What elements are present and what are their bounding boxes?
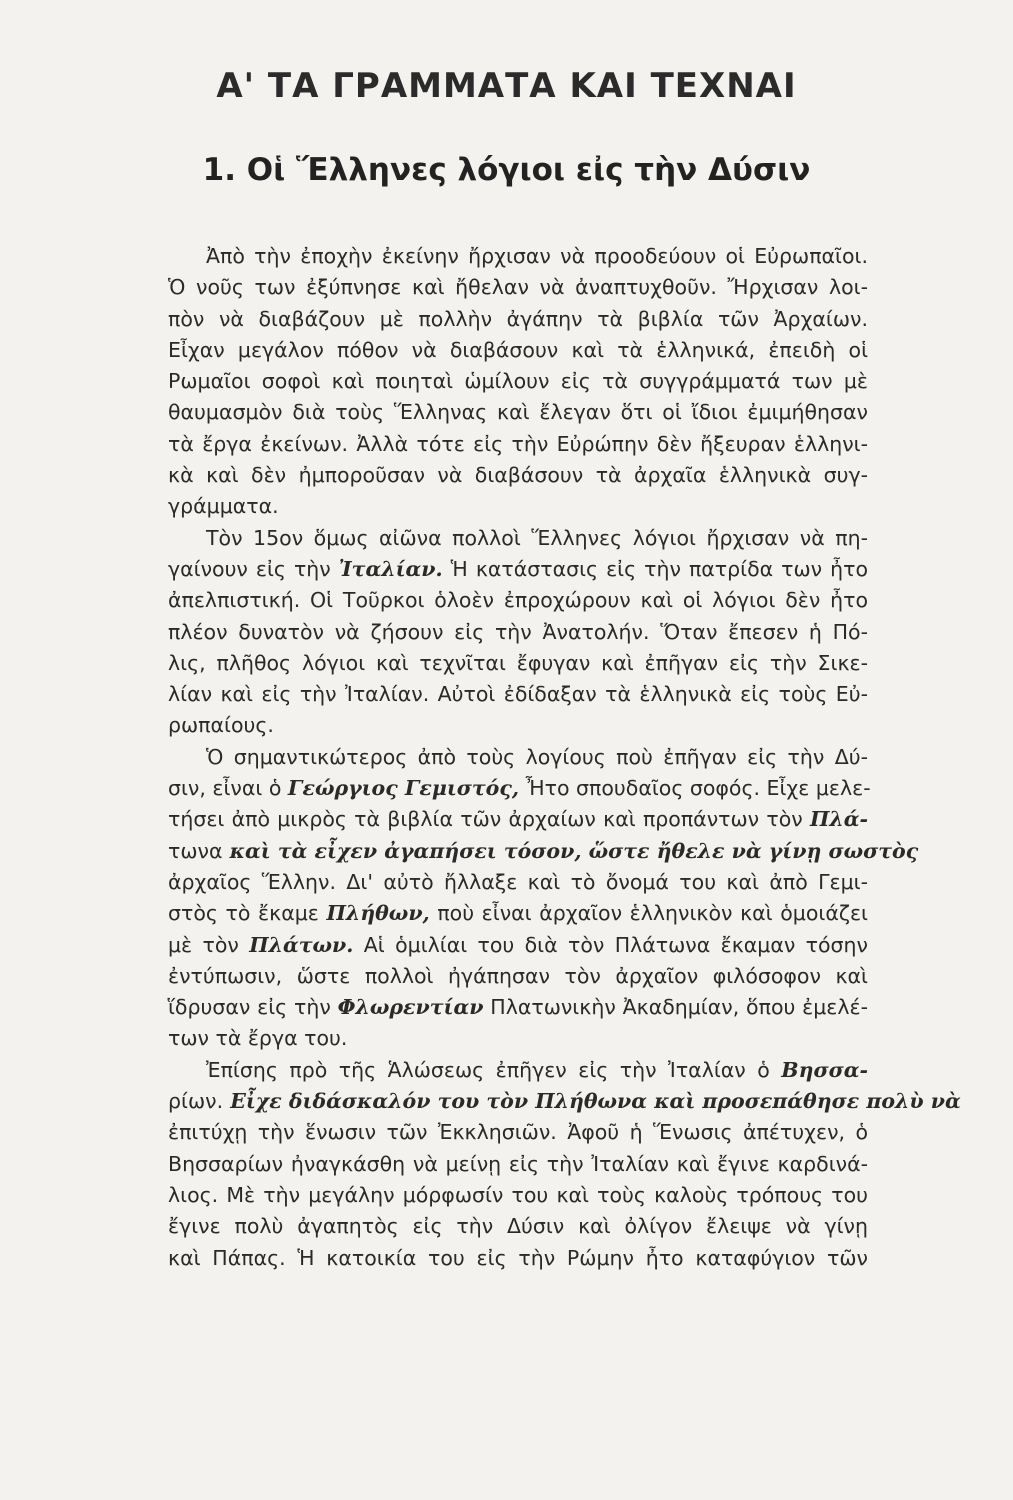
emphasized-name: Γεώργιος Γεμιστός,: [287, 776, 519, 801]
emphasized-name: Εἶχε διδάσκαλόν του τὸν Πλήθωνα καὶ προσεπάθησε πολὺ νὰ: [223, 1089, 961, 1114]
text-line: [168, 1055, 868, 1086]
text-line: [168, 961, 868, 992]
text-line: [168, 554, 868, 585]
text-segment: τήσει ἀπὸ μικρὸς τὰ βιβλία τῶν ἀρχαίων καὶ προπάντων τὸν: [168, 807, 810, 832]
emphasized-name: Πλήθων,: [326, 901, 430, 926]
text-segment: γαίνουν εἰς τὴν: [168, 556, 339, 581]
text-line: [168, 1180, 868, 1211]
text-line: [168, 679, 868, 710]
text-segment: Ἀπὸ τὴν ἐποχὴν ἐκείνην ἤρχισαν νὰ προοδεύουν οἱ Εὐρωπαῖοι.: [206, 244, 868, 268]
text-segment: σιν, εἶναι ὁ: [168, 776, 288, 801]
text-segment: ἀπελπιστική. Οἱ Τοῦρκοι ὁλοὲν ἐπροχώρουν καὶ οἱ λόγιοι δὲν ἦτο: [168, 588, 868, 613]
text-segment: Πλατωνικὴν Ἀκαδημίαν, ὅπου ἐμελέ-: [483, 995, 868, 1020]
text-line: [168, 523, 868, 554]
text-segment: Ἡ κατάστασις εἰς τὴν πατρίδα των ἦτο: [442, 556, 869, 581]
emphasized-name: Φλωρεντίαν: [337, 995, 484, 1020]
text-line: [168, 836, 919, 867]
text-segment: ποὺ εἶναι ἀρχαῖον ἑλληνικὸν καὶ ὁμοιάζει: [429, 901, 868, 926]
text-segment: Ἐπίσης πρὸ τῆς Ἁλώσεως ἐπῆγεν εἰς τὴν Ἰταλίαν ὁ: [206, 1057, 782, 1082]
text-line: [168, 585, 868, 616]
text-segment: ρωπαίους.: [168, 713, 274, 738]
text-line: [168, 304, 868, 335]
text-segment: κὰ καὶ δὲν ἠμποροῦσαν νὰ διαβάσουν τὰ ἀρχαῖα ἑλληνικὰ συγ-: [168, 463, 868, 488]
text-line: [168, 460, 868, 491]
text-line: [168, 272, 868, 303]
text-line: [168, 1117, 868, 1148]
emphasized-name: Πλά-: [809, 807, 868, 832]
text-line: [168, 617, 868, 648]
text-line: [168, 930, 868, 961]
chapter-title: 1. Οἱ Ἕλληνες λόγιοι εἰς τὴν Δύσιν: [202, 152, 811, 188]
text-line: [168, 429, 868, 460]
text-line: [168, 898, 868, 929]
text-segment: μὲ τὸν: [168, 932, 250, 957]
text-segment: Βησσαρίων ἠναγκάσθη νὰ μείνῃ εἰς τὴν Ἰταλίαν καὶ ἔγινε καρδινά-: [168, 1151, 868, 1176]
text-segment: λις, πλῆθος λόγιοι καὶ τεχνῖται ἔφυγαν καὶ ἐπῆγαν εἰς τὴν Σικε-: [168, 650, 868, 675]
text-line: [168, 1243, 868, 1274]
text-segment: ἀρχαῖος Ἕλλην. Δι' αὐτὸ ἤλλαξε καὶ τὸ ὄνομά του καὶ ἀπὸ Γεμι-: [168, 869, 868, 894]
text-line: [168, 366, 868, 397]
text-segment: λιος. Μὲ τὴν μεγάλην μόρφωσίν του καὶ τοὺς καλοὺς τρόπους του: [168, 1182, 868, 1207]
text-line: [168, 1086, 961, 1117]
text-segment: τωνα: [168, 838, 223, 863]
chapter-body: [168, 241, 961, 1274]
paragraph: [168, 523, 868, 742]
text-line: [168, 992, 868, 1023]
paragraph: [168, 241, 868, 523]
text-segment: θαυμασμὸν διὰ τοὺς Ἕλληνας καὶ ἔλεγαν ὅτι οἱ ἴδιοι ἐμιμήθησαν: [168, 400, 868, 425]
text-line: [168, 1023, 868, 1054]
text-segment: Αἱ ὁμιλίαι του διὰ τὸν Πλάτωνα ἔκαμαν τόσην: [353, 932, 868, 957]
text-segment: Ρωμαῖοι σοφοὶ καὶ ποιηταὶ ὡμίλουν εἰς τὰ συγγράμματά των μὲ: [168, 369, 868, 394]
paragraph: [168, 1055, 961, 1274]
text-line: [168, 241, 868, 272]
text-line: [168, 710, 868, 741]
text-line: [168, 1211, 868, 1242]
text-line: [168, 1149, 868, 1180]
text-line: [168, 773, 871, 804]
text-segment: ἔγινε πολὺ ἀγαπητὸς εἰς τὴν Δύσιν καὶ ὀλίγον ἔλειψε νὰ γίνῃ: [168, 1214, 868, 1239]
text-segment: Ἦτο σπουδαῖος σοφός. Εἶχε μελε-: [518, 776, 871, 801]
emphasized-name: Πλάτων.: [249, 932, 354, 957]
emphasized-name: Βησσα-: [781, 1057, 868, 1082]
text-line: [168, 397, 868, 428]
text-segment: Ὁ σημαντικώτερος ἀπὸ τοὺς λογίους ποὺ ἐπῆγαν εἰς τὴν Δύ-: [206, 744, 868, 769]
text-line: [168, 491, 868, 522]
text-line: [168, 742, 868, 773]
text-line: [168, 804, 868, 835]
text-segment: πὸν νὰ διαβάζουν μὲ πολλὴν ἀγάπην τὰ βιβλία τῶν Ἀρχαίων.: [168, 306, 868, 331]
text-segment: ἵδρυσαν εἰς τὴν: [168, 995, 338, 1020]
text-segment: τὰ ἔργα ἐκείνων. Ἀλλὰ τότε εἰς τὴν Εὐρώπην δὲν ἤξευραν ἑλληνι-: [168, 431, 868, 456]
emphasized-name: Ἰταλίαν.: [338, 556, 443, 581]
part-title: Α' ΤΑ ΓΡΑΜΜΑΤΑ ΚΑΙ ΤΕΧΝΑΙ: [216, 66, 797, 106]
text-line: [168, 335, 868, 366]
text-segment: λίαν καὶ εἰς τὴν Ἰταλίαν. Αὐτοὶ ἐδίδαξαν τὰ ἑλληνικὰ εἰς τοὺς Εὐ-: [168, 682, 868, 707]
text-line: [168, 867, 868, 898]
text-segment: των τὰ ἔργα του.: [168, 1026, 348, 1051]
text-segment: Εἶχαν μεγάλον πόθον νὰ διαβάσουν καὶ τὰ ἑλληνικά, ἐπειδὴ οἱ: [168, 337, 868, 362]
text-segment: Τὸν 15ον ὅμως αἰῶνα πολλοὶ Ἕλληνες λόγιοι ἤρχισαν νὰ πη-: [206, 525, 868, 550]
text-segment: στὸς τὸ ἔκαμε: [168, 901, 327, 926]
text-segment: Ὁ νοῦς των ἐξύπνησε καὶ ἤθελαν νὰ ἀναπτυχθοῦν. Ἤρχισαν λοι-: [168, 275, 868, 300]
paragraph: [168, 742, 919, 1055]
text-segment: ρίων.: [168, 1089, 224, 1114]
text-segment: ἐντύπωσιν, ὥστε πολλοὶ ἠγάπησαν τὸν ἀρχαῖον φιλόσοφον καὶ: [168, 963, 868, 988]
text-segment: ἐπιτύχῃ τὴν ἕνωσιν τῶν Ἐκκλησιῶν. Ἀφοῦ ἡ Ἕνωσις ἀπέτυχεν, ὁ: [168, 1120, 868, 1145]
text-segment: καὶ Πάπας. Ἡ κατοικία του εἰς τὴν Ρώμην ἦτο καταφύγιον τῶν: [168, 1245, 868, 1270]
text-line: [168, 648, 868, 679]
emphasized-name: καὶ τὰ εἶχεν ἀγαπήσει τόσον, ὥστε ἤθελε νὰ γίνῃ σωστὸς: [222, 838, 919, 863]
text-segment: γράμματα.: [168, 494, 279, 519]
text-segment: πλέον δυνατὸν νὰ ζήσουν εἰς τὴν Ἀνατολήν. Ὅταν ἔπεσεν ἡ Πό-: [168, 619, 868, 644]
